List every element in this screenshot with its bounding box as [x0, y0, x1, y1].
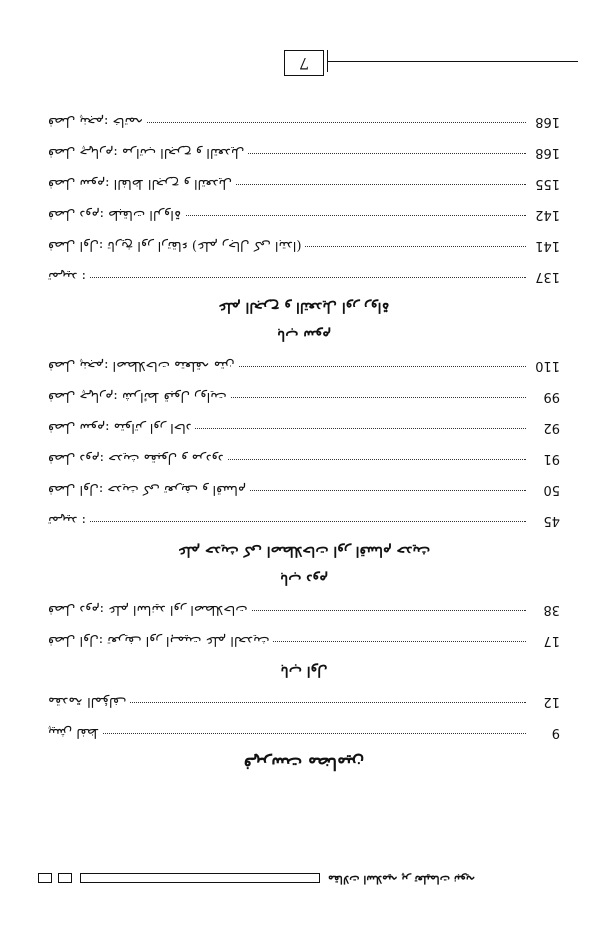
toc-leader-dots	[236, 184, 526, 185]
toc-entry-title: فصل سوم: متواتر اور احاد	[48, 420, 192, 435]
toc-entry	[48, 412, 560, 443]
toc-entry-page: 137	[535, 269, 560, 284]
toc-entry-page: 110	[535, 358, 560, 373]
toc-entry-page: 155	[535, 176, 560, 191]
toc-entry-title: فصل دوم: طبقات الرواۃ	[48, 207, 182, 222]
page-number: 7	[284, 50, 324, 76]
toc-entry-title: پیش لفظ	[48, 725, 100, 740]
running-title: مقالات اسلامیہ پر تعلیمات نبویہ	[328, 873, 476, 886]
toc-entry-page: 92	[543, 420, 560, 435]
toc-leader-dots	[186, 215, 526, 216]
toc-entry-page: 50	[543, 482, 560, 497]
header-square-1	[58, 873, 72, 883]
toc-entry	[48, 625, 560, 656]
toc-entry	[48, 474, 560, 505]
toc-entry-title: فصل پنجم: خاتمہ	[48, 114, 144, 129]
toc-leader-dots	[248, 153, 526, 154]
toc-entry-page: 45	[543, 513, 560, 528]
toc-entry-page: 12	[543, 694, 560, 709]
running-header	[28, 866, 578, 886]
toc-leader-dots	[90, 521, 526, 522]
toc-entry-title: فصل اول: تعریف اور اہمیت علم الحدیث	[48, 633, 270, 648]
toc-leader-dots	[250, 490, 526, 491]
toc-entry	[48, 199, 560, 230]
toc-entry-title: فصل اول: حدیث کی تعریف و اقسام	[48, 482, 246, 497]
toc-entry	[48, 381, 560, 412]
toc-entry-page: 17	[543, 633, 560, 648]
toc-leader-dots	[306, 246, 527, 247]
toc-entry-title: فصل پنجم: اصطلاحات متعلقہ متن	[48, 358, 235, 373]
page-number-rule	[328, 61, 578, 62]
toc-entry	[48, 717, 560, 748]
chapter-heading: باب دوم	[280, 571, 328, 587]
toc-entry	[48, 106, 560, 137]
table-of-contents	[48, 106, 560, 778]
toc-leader-dots	[195, 428, 526, 429]
header-square-2	[38, 873, 52, 883]
chapter-heading: باب اول	[280, 663, 328, 679]
toc-entry-title: فصل اول: تاریخ اور ارتقاء (علم رجال کی ابتدا)	[48, 238, 302, 253]
toc-entry-title: فصل چہارم: مراتب الجرح و التعدیل	[48, 145, 245, 160]
toc-entry-page: 168	[535, 145, 560, 160]
toc-leader-dots	[130, 702, 526, 703]
toc-entry-page: 99	[543, 389, 560, 404]
toc-entry-title: تمہید :	[48, 513, 87, 528]
toc-leader-dots	[239, 366, 526, 367]
toc-leader-dots	[228, 459, 526, 460]
toc-entry	[48, 230, 560, 261]
toc-entry-page: 38	[543, 602, 560, 617]
toc-entry-title: تمہید :	[48, 269, 87, 284]
toc-leader-dots	[273, 641, 526, 642]
toc-entry-page: 142	[535, 207, 560, 222]
toc-entry	[48, 137, 560, 168]
toc-leader-dots	[252, 610, 526, 611]
toc-entry-title: فصل چہارم: شرائط قبول روایت	[48, 389, 227, 404]
toc-entry	[48, 594, 560, 625]
page-number-tick	[327, 50, 328, 72]
toc-entry-page: 141	[535, 238, 560, 253]
chapter-subheading: علم الجرح و التعدیل اور رواۃ	[218, 299, 390, 315]
header-rule-box	[80, 873, 320, 883]
toc-entry	[48, 443, 560, 474]
toc-entry-title: فصل سوم: الفاظ الجرح و التعدیل	[48, 176, 233, 191]
toc-entry	[48, 168, 560, 199]
toc-entry	[48, 350, 560, 381]
toc-leader-dots	[147, 122, 526, 123]
toc-entry	[48, 261, 560, 292]
chapter-subheading: علم حدیث کی اصطلاحات اور اقسام حدیث	[177, 543, 431, 559]
toc-entry-page: 168	[535, 114, 560, 129]
toc-leader-dots	[103, 733, 526, 734]
toc-entry-page: 9	[551, 725, 560, 740]
toc-leader-dots	[231, 397, 526, 398]
toc-main-heading: فہرست مضامین	[243, 753, 365, 773]
chapter-heading: باب سوم	[277, 327, 331, 343]
toc-leader-dots	[90, 277, 526, 278]
toc-entry	[48, 686, 560, 717]
toc-entry-title: مقدمۃ المؤلف	[48, 694, 127, 709]
toc-entry	[48, 505, 560, 536]
toc-entry-title: فصل دوم: حدیث مقبول و مردود	[48, 451, 224, 466]
toc-entry-title: فصل دوم: علم اسانید اور اصطلاحات	[48, 602, 248, 617]
toc-entry-page: 91	[543, 451, 560, 466]
